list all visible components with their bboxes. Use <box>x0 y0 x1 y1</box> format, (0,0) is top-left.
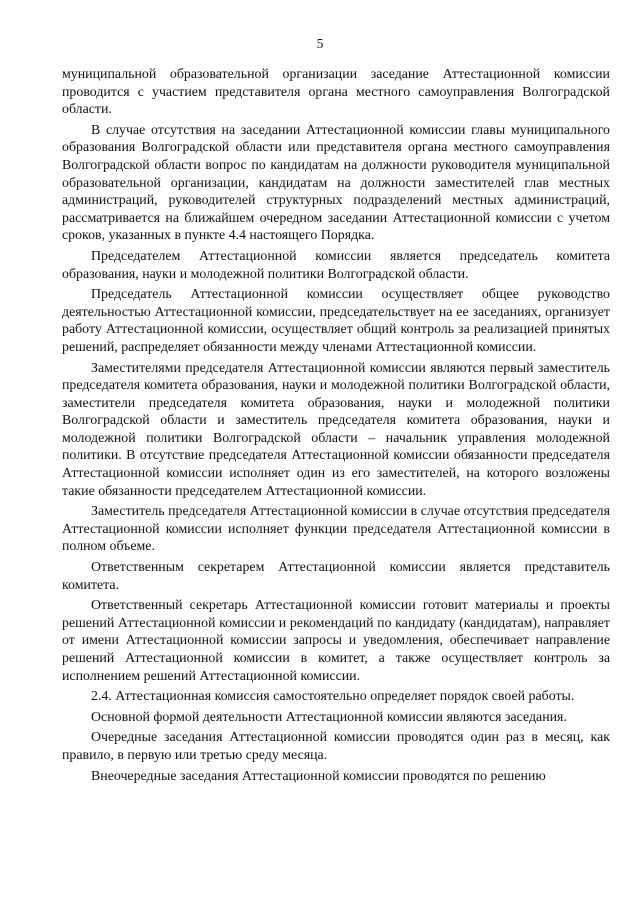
paragraph-absence-rule: В случае отсутствия на заседании Аттестационной комиссии главы муниципального образования Волгоградской области или представителя органа местного самоуправления Волгоградской области вопрос по кандидатам на должности руководителя муниципальной образовательной организации, кандидатам на должности заместителей глав местных администраций, руководителей структурных подразделений местных администраций, рассматривается на ближайшем очередном заседании Аттестационной комиссии с учетом сроков, указанных в пункте 4.4 настоящего Порядка. <box>62 122 610 244</box>
paragraph-deputies: Заместителями председателя Аттестационной комиссии являются первый заместитель председателя комитета образования, науки и молодежной политики Волгоградской области, заместители председателя комитета образования, науки и молодежной политики Волгоградской области и заместитель председателя комитета образования, науки и молодежной политики Волгоградской области – начальник управления молодежной политики. В отсутствие председателя Аттестационной комиссии обязанности председателя Аттестационной комиссии исполняет один из его заместителей, на которого возложены такие обязанности председателем Аттестационной комиссии. <box>62 360 610 499</box>
paragraph-main-form: Основной формой деятельности Аттестационной комиссии являются заседания. <box>91 709 567 725</box>
paragraph-continuation: муниципальной образовательной организации заседание Аттестационной комиссии проводится с участием представителя органа местного самоуправления Волгоградской области. <box>62 67 610 118</box>
paragraph-section-2-4: 2.4. Аттестационная комиссия самостоятельно определяет порядок своей работы. <box>91 689 575 705</box>
paragraph-deputy-functions: Заместитель председателя Аттестационной комиссии в случае отсутствия председателя Аттестационной комиссии исполняет функции председателя Аттестационной комиссии в полном объеме. <box>62 504 610 555</box>
paragraph-chairman-duties: Председатель Аттестационной комиссии осуществляет общее руководство деятельностью Аттестационной комиссии, председательствует на ее заседаниях, организует работу Аттестационной комиссии, осуществляет общий контроль за реализацией принятых решений, распределяет обязанности между членами Аттестационной комиссии. <box>62 287 610 355</box>
document-body <box>62 66 610 788</box>
page-number: 5 <box>316 36 324 51</box>
paragraph-secretary: Ответственным секретарем Аттестационной комиссии является представитель комитета. <box>62 560 610 593</box>
paragraph-extraordinary-meetings: Внеочередные заседания Аттестационной комиссии проводятся по решению <box>91 768 546 784</box>
paragraph-regular-meetings: Очередные заседания Аттестационной комиссии проводятся один раз в месяц, как правило, в первую или третью среду месяца. <box>62 730 610 763</box>
paragraph-chairman: Председателем Аттестационной комиссии является председатель комитета образования, науки и молодежной политики Волгоградской области. <box>62 248 610 282</box>
paragraph-secretary-duties: Ответственный секретарь Аттестационной комиссии готовит материалы и проекты решений Аттестационной комиссии и рекомендаций по кандидату (кандидатам), направляет от имени Аттестационной комиссии запросы и уведомления, обеспечивает направление решений Аттестационной комиссии в комитет, а также осуществляет контроль за исполнением решений Аттестационной комиссии. <box>62 598 610 684</box>
